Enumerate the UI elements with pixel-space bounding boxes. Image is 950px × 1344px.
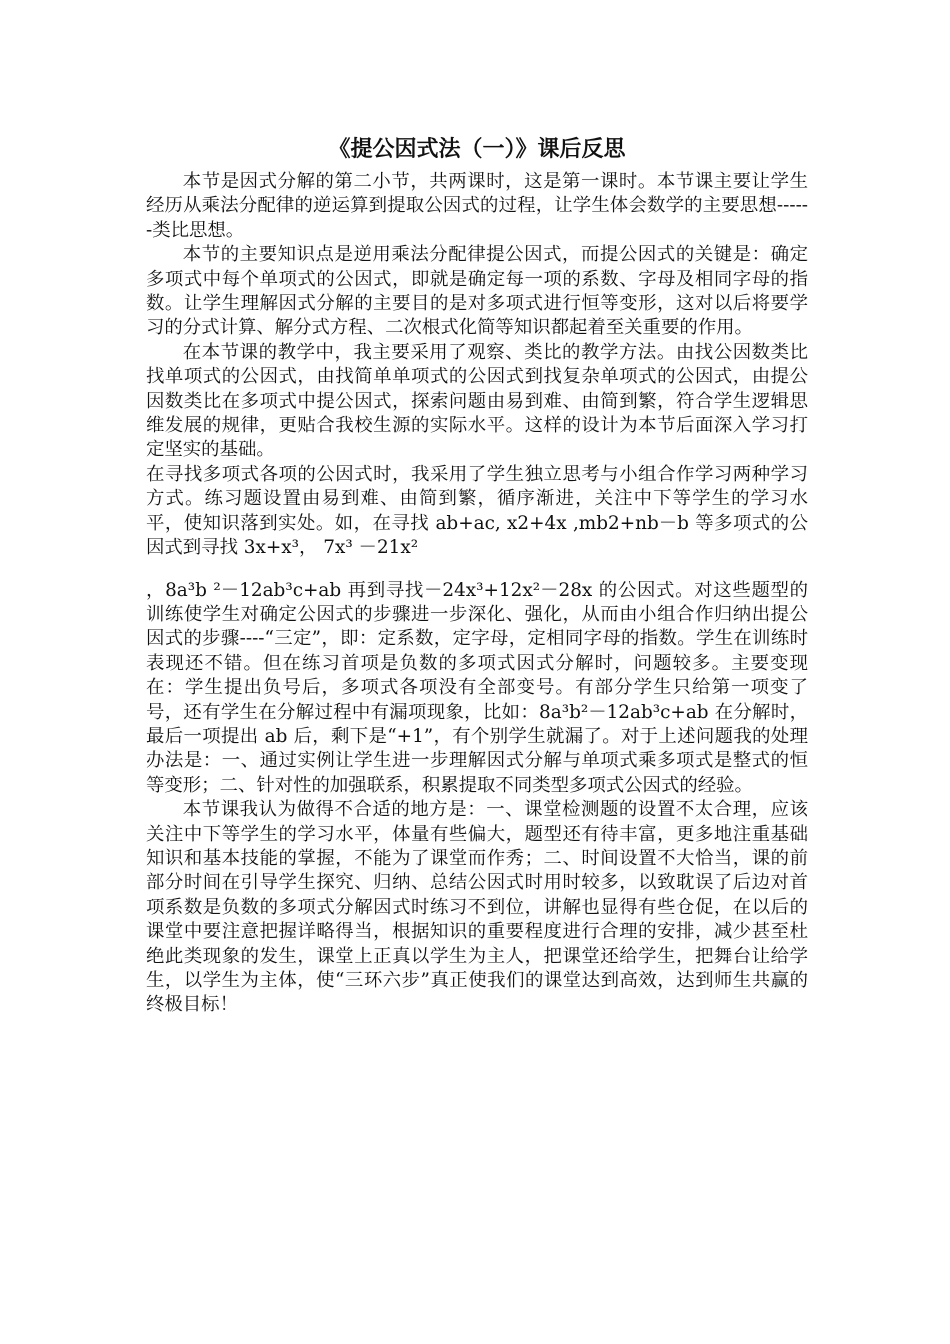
paragraph-improvements: 本节课我认为做得不合适的地方是：一、课堂检测题的设置不太合理，应该关注中下等学生的学习水平，体量有些偏大，题型还有待丰富，更多地注重基础知识和基本技能的掌握，不能为了课堂而作秀；二、时间设置不大恰当，课的前部分时间在引导学生探究、归纳、总结公因式时用时较多，以致耽误了后边对首项系数是负数的多项式分解因式时练习不到位，讲解也显得有些仓促，在以后的课堂中要注意把握详略得当，根据知识的重要程度进行合理的安排，减少甚至杜绝此类现象的发生，课堂上正真以学生为主人，把课堂还给学生，把舞台让给学生，以学生为主体，使“三环六步”真正使我们的课堂达到高效，达到师生共赢的终极目标！ <box>146 799 808 1016</box>
paragraph-problems: ，8a³b ²－12ab³c+ab 再到寻找－24x³+12x²－28x 的公因式。对这些题型的训练使学生对确定公因式的步骤进一步深化、强化，从而由小组合作归纳出提公因式的步骤----“三定”，即：定系数，定字母，定相同字母的指数。学生在训练时表现还不错。但在练习首项是负数的多项式因式分解时，问题较多。主要变现在：学生提出负号后，多项式各项没有全部变号。有部分学生只给第一项变了号，还有学生在分解过程中有漏项现象，比如：8a³b²－12ab³c+ab 在分解时，最后一项提出 ab 后，剩下是“+1”，有个别学生就漏了。对于上述问题我的处理办法是：一、通过实例让学生进一步理解因式分解与单项式乘多项式是整式的恒等变形；二、针对性的加强联系，积累提取不同类型多项式公因式的经验。 <box>146 579 808 796</box>
paragraph-key-points: 本节的主要知识点是逆用乘法分配律提公因式，而提公因式的关键是：确定多项式中每个单项式的公因式，即就是确定每一项的系数、字母及相同字母的指数。让学生理解因式分解的主要目的是对多项式进行恒等变形，这对以后将要学习的分式计算、解分式方程、二次根式化简等知识都起着至关重要的作用。 <box>146 244 808 339</box>
paragraph-intro: 本节是因式分解的第二小节，共两课时，这是第一课时。本节课主要让学生经历从乘法分配律的逆运算到提取公因式的过程，让学生体会数学的主要思想------类比思想。 <box>146 171 808 241</box>
document-page <box>146 132 808 1018</box>
document-title: 《提公因式法（一）》课后反思 <box>328 136 626 162</box>
paragraph-teaching-method: 在本节课的教学中，我主要采用了观察、类比的教学方法。由找公因数类比找单项式的公因式，由找简单单项式的公因式到找复杂单项式的公因式，由提公因数类比在多项式中提公因式，探索问题由易到难、由简到繁，符合学生逻辑思维发展的规律，更贴合我校生源的实际水平。这样的设计为本节后面深入学习打定坚实的基础。 <box>146 341 808 461</box>
paragraph-exercises: 在寻找多项式各项的公因式时，我采用了学生独立思考与小组合作学习两种学习方式。练习题设置由易到难、由简到繁，循序渐进，关注中下等学生的学习水平，使知识落到实处。如，在寻找 ab+ac, x2+4x ,mb2+nb－b 等多项式的公因式到寻找 3x+x³， 7x³ －21x² <box>146 463 808 559</box>
